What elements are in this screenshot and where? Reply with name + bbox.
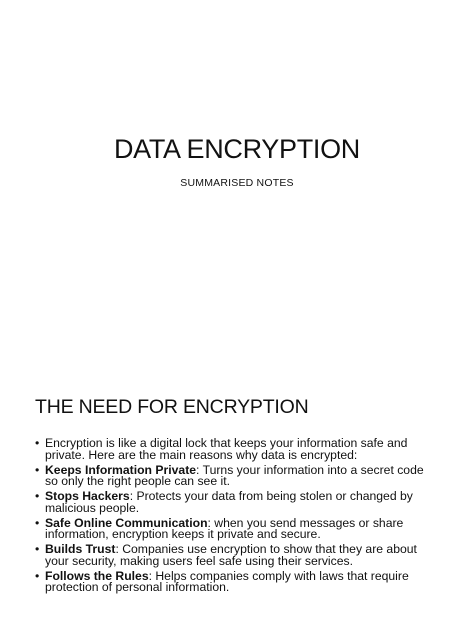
bullet-list bbox=[35, 438, 435, 597]
bullet-term: Keeps Information Private bbox=[45, 462, 197, 477]
bullet-term: Follows the Rules bbox=[45, 568, 149, 583]
bullet-text: : Protects your data from being stolen or changed by malicious people. bbox=[45, 489, 413, 515]
bullet-item bbox=[35, 515, 435, 542]
section-heading: THE NEED FOR ENCRYPTION bbox=[35, 396, 309, 418]
bullet-term: Safe Online Communication bbox=[45, 515, 208, 530]
bullet-text: : when you send messages or share information, encryption keeps it private and secure. bbox=[45, 515, 404, 542]
bullet-item bbox=[35, 491, 435, 514]
document-title: DATA ENCRYPTION bbox=[113, 134, 361, 164]
content-slide bbox=[0, 360, 474, 632]
bullet-item bbox=[35, 568, 435, 595]
bullet-term: Stops Hackers bbox=[45, 489, 130, 504]
bullet-text: : Helps companies comply with laws that require protection of personal information. bbox=[45, 568, 409, 595]
bullet-item bbox=[35, 462, 435, 489]
bullet-intro: • Encryption is like a digital lock that keeps your information safe and private. Here are the main reasons why data is encrypted: bbox=[35, 438, 435, 461]
bullet-item bbox=[35, 544, 435, 567]
document-subtitle: SUMMARISED NOTES bbox=[180, 177, 294, 189]
bullet-text: : Companies use encryption to show that they are about your security, making users feel safe using their services. bbox=[45, 542, 417, 568]
bullet-term: Builds Trust bbox=[45, 542, 116, 557]
bullet-text: : Turns your information into a secret code so only the right people can see it. bbox=[45, 462, 424, 489]
